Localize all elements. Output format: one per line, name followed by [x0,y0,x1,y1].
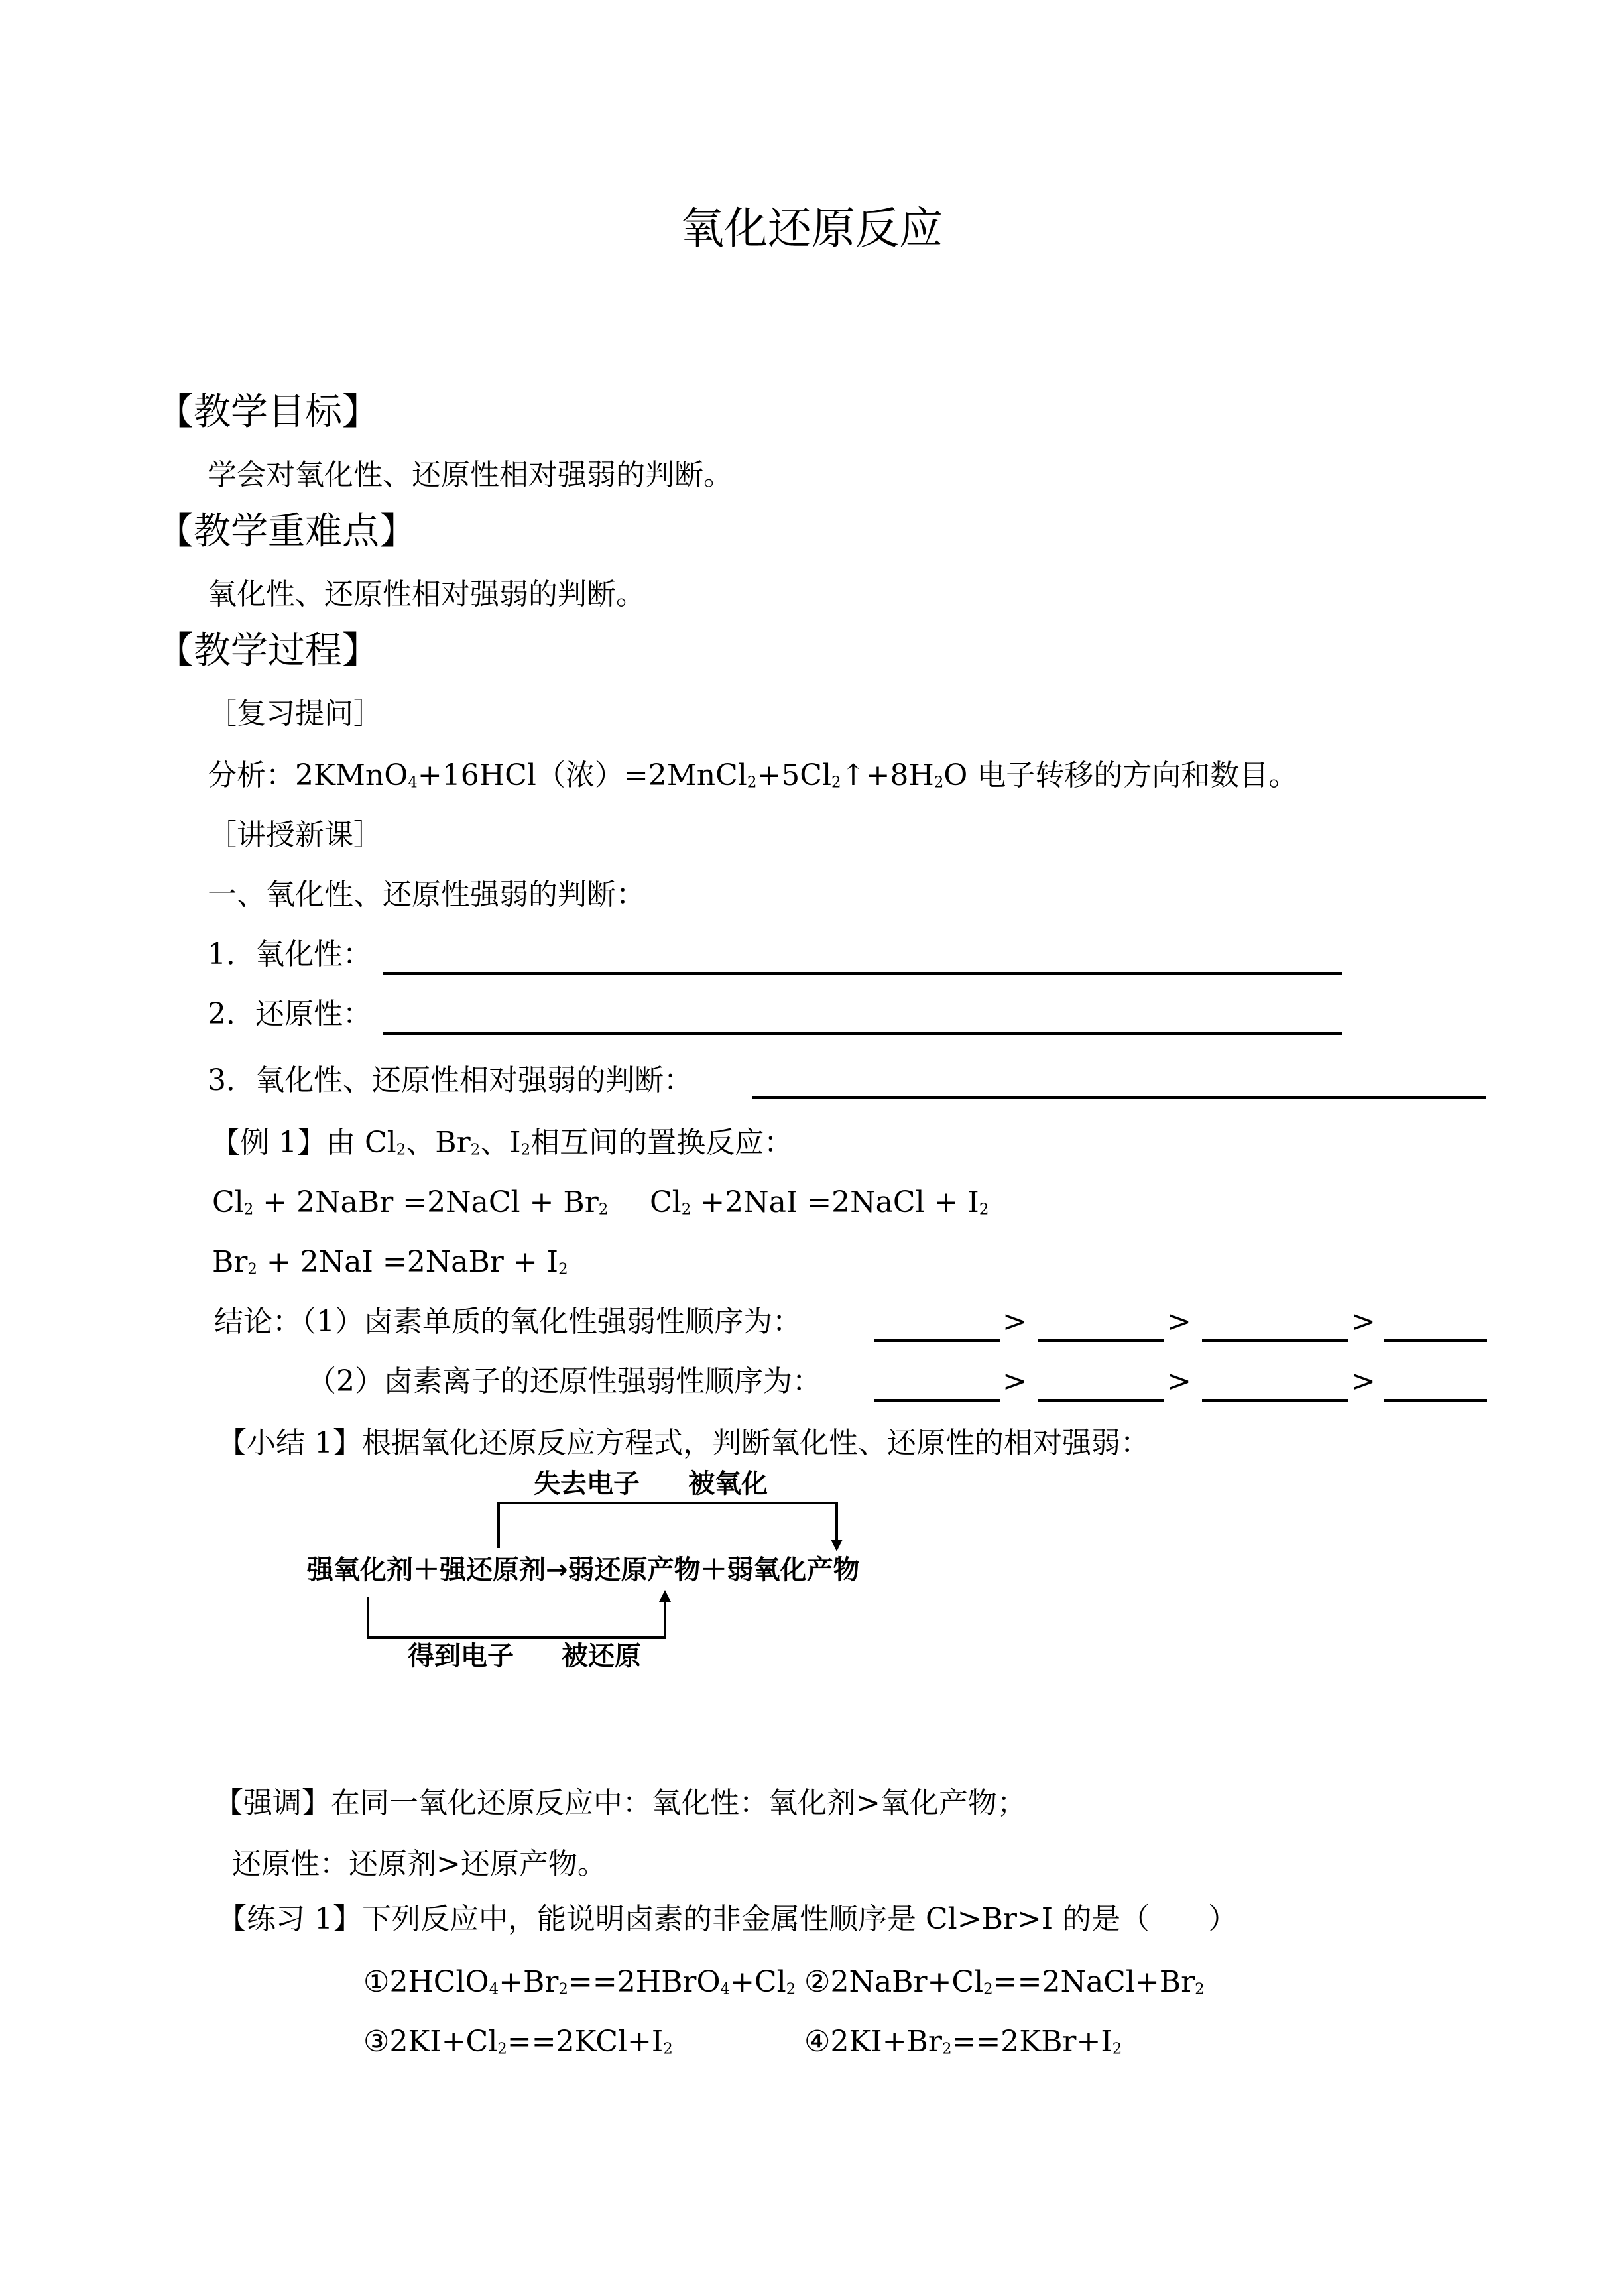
summary1-text: 【小结 1】根据氧化还原反应方程式，判断氧化性、还原性的相对强弱： [217,1426,1150,1460]
redox-equation: 强氧化剂＋强还原剂→弱还原产物＋弱氧化产物 [307,1555,860,1585]
gt-sign: > [1167,1364,1191,1398]
gt-sign: > [1351,1305,1376,1339]
equation-cl2-nabr: $Cl_2$ + 2NaBr =2NaCl + $Br_2$ [212,1185,609,1219]
exercise1-question: 【练习 1】下列反应中，能说明卤素的非金属性顺序是 Cl>Br>I 的是（ ） [217,1902,1238,1936]
gt-sign: > [1002,1364,1027,1398]
label-lose-electrons: 失去电子 [534,1469,640,1499]
page-title: 氧化还原反应 [680,203,943,254]
exercise1-option-2: $②2NaBr+Cl_2==2NaCl+Br_2$ [804,1965,1205,1999]
emphasis-line-1: 【强调】在同一氧化还原反应中：氧化性：氧化剂>氧化产物； [214,1786,1026,1820]
part-one-heading: 一、氧化性、还原性强弱的判断： [208,878,645,912]
process-heading: 【教学过程】 [156,629,379,672]
objectives-heading: 【教学目标】 [156,391,379,434]
label-oxidized: 被氧化 [688,1469,768,1499]
example1-intro: 【例 1】由 $Cl_2$、$Br_2$、$I_2$相互间的置换反应： [211,1126,794,1160]
objectives-text: 学会对氧化性、还原性相对强弱的判断。 [208,458,733,492]
equation-cl2-nai: $Cl_2 +2NaI$ =2NaCl + $I_2$ [650,1185,989,1219]
equation-br2-nai: $Br_2 + 2NaI$ =2NaBr + $I_2$ [212,1245,568,1279]
item-oxidizing: 1．氧化性： [208,937,372,971]
emphasis-line-2: 还原性：还原剂>还原产物。 [232,1847,607,1881]
item-relative-strength: 3．氧化性、还原性相对强弱的判断： [208,1063,693,1097]
conclusion-halogen-oxidizing: 结论：（1）卤素单质的氧化性强弱性顺序为： [214,1305,802,1339]
label-gain-electrons: 得到电子 [408,1641,514,1671]
gt-sign: > [1002,1305,1027,1339]
key-points-text: 氧化性、还原性相对强弱的判断。 [208,577,645,611]
gt-sign: > [1167,1305,1191,1339]
exercise1-option-1: $①2HClO_4+Br_2==2HBrO_4+Cl_2$ [363,1965,796,1999]
label-reduced: 被还原 [562,1641,641,1671]
analysis-line: 分析：2KMnO$_4$+16HCl（浓）$=2MnCl_2+5Cl_2↑+8H_2O$ 电子转移的方向和数目。 [208,758,1298,792]
review-label: ［复习提问］ [208,697,383,731]
exercise1-option-3: $③2KI+Cl_2==2KCl+I_2$ [363,2025,673,2059]
new-lesson-label: ［讲授新课］ [208,818,383,852]
gt-sign: > [1351,1364,1376,1398]
exercise1-option-4: $④2KI+Br_2==2KBr+I_2$ [804,2025,1122,2059]
item-reducing: 2．还原性： [208,997,372,1031]
conclusion-halide-reducing: （2）卤素离子的还原性强弱性顺序为： [307,1364,821,1398]
key-points-heading: 【教学重难点】 [156,510,416,553]
